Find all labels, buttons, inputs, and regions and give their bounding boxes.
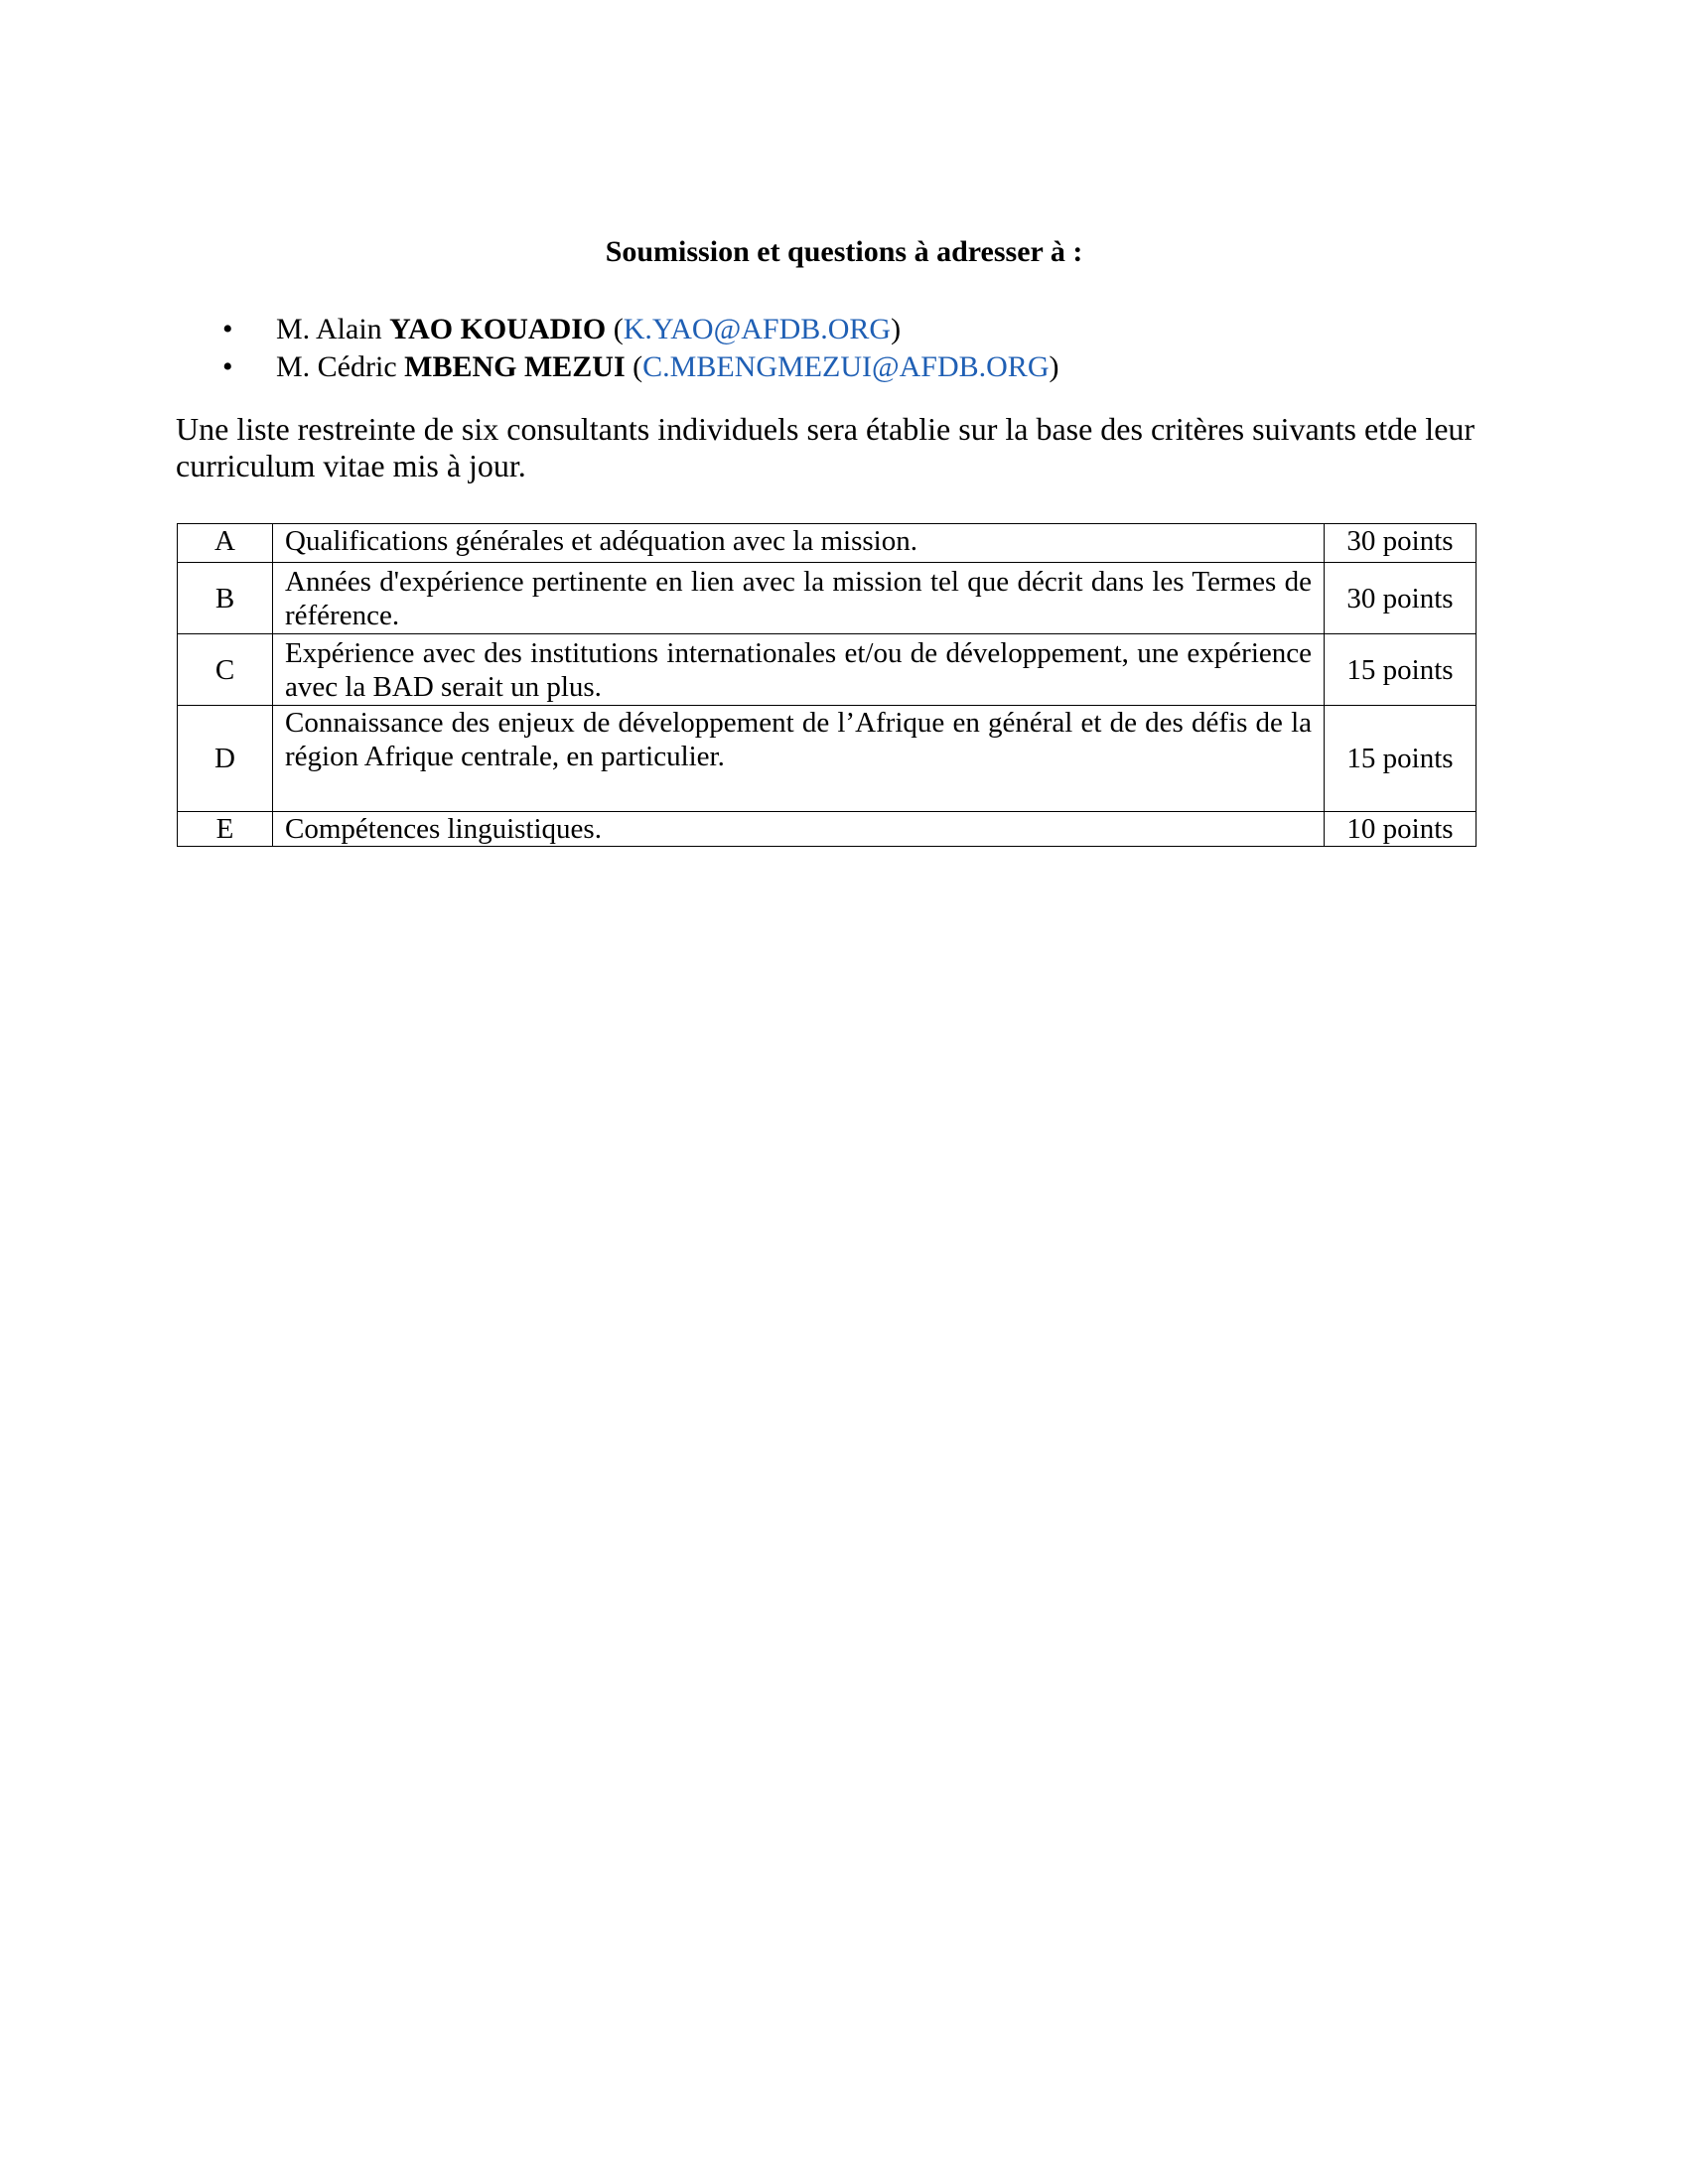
criterion-letter: B bbox=[178, 563, 273, 634]
criterion-points: 30 points bbox=[1325, 563, 1477, 634]
contact-name: YAO KOUADIO bbox=[389, 313, 607, 345]
shortlist-paragraph: Une liste restreinte de six consultants individuels sera établie sur la base des critères suivants etde leur curriculum vitae mis à jour. bbox=[176, 411, 1476, 483]
criterion-points: 15 points bbox=[1325, 634, 1477, 706]
criterion-letter: C bbox=[178, 634, 273, 706]
contact-paren-open: ( bbox=[625, 350, 643, 383]
criterion-letter: D bbox=[178, 706, 273, 812]
bullet-icon: • bbox=[222, 313, 233, 345]
criterion-description: Années d'expérience pertinente en lien avec la mission tel que décrit dans les Termes de référence. bbox=[273, 563, 1325, 634]
contact-item bbox=[222, 311, 1058, 348]
contact-paren-open: ( bbox=[606, 313, 624, 345]
contact-paren-close: ) bbox=[891, 313, 902, 345]
criteria-row bbox=[178, 563, 1477, 634]
contact-list bbox=[222, 311, 1058, 386]
criterion-letter: A bbox=[178, 524, 273, 563]
criterion-description: Qualifications générales et adéquation avec la mission. bbox=[273, 524, 1325, 563]
criterion-description: Connaissance des enjeux de développement de l’Afrique en général et de des défis de la région Afrique centrale, en particulier. bbox=[273, 706, 1325, 812]
criteria-table bbox=[177, 523, 1477, 847]
contact-name: MBENG MEZUI bbox=[404, 350, 626, 383]
section-heading: Soumission et questions à adresser à : bbox=[605, 235, 1083, 268]
criteria-row bbox=[178, 634, 1477, 706]
criterion-points: 30 points bbox=[1325, 524, 1477, 563]
contact-prefix: M. Cédric bbox=[276, 350, 405, 383]
criteria-row bbox=[178, 812, 1477, 847]
criteria-row bbox=[178, 706, 1477, 812]
contact-email-link[interactable]: C.MBENGMEZUI@AFDB.ORG bbox=[642, 350, 1050, 383]
contact-prefix: M. Alain bbox=[276, 313, 390, 345]
contact-email-link[interactable]: K.YAO@AFDB.ORG bbox=[623, 313, 892, 345]
criterion-description: Expérience avec des institutions internationales et/ou de développement, une expérience avec la BAD serait un plus. bbox=[273, 634, 1325, 706]
criteria-row bbox=[178, 524, 1477, 563]
bullet-icon: • bbox=[222, 350, 233, 383]
contact-item bbox=[222, 348, 1058, 386]
criterion-letter: E bbox=[178, 812, 273, 847]
criterion-points: 15 points bbox=[1325, 706, 1477, 812]
criterion-description: Compétences linguistiques. bbox=[273, 812, 1325, 847]
criterion-points: 10 points bbox=[1325, 812, 1477, 847]
contact-paren-close: ) bbox=[1049, 350, 1059, 383]
